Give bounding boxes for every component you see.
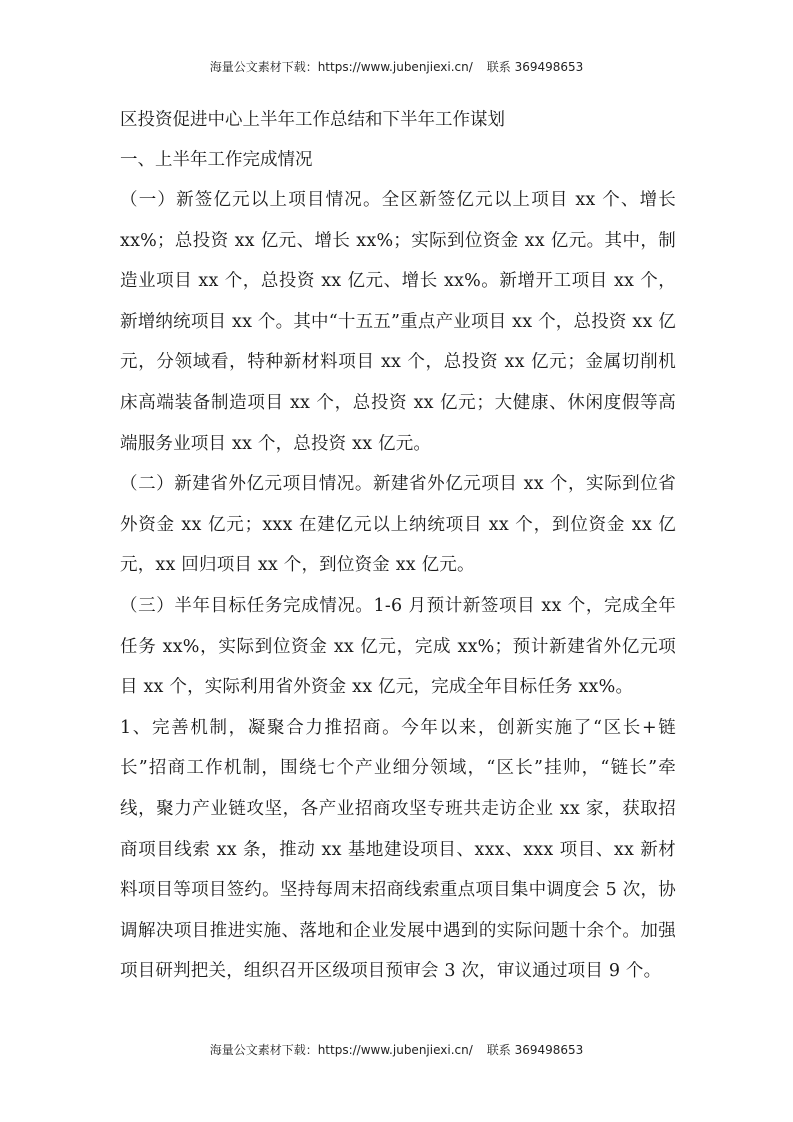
footer-contact-text: 联系 369498653 — [486, 1043, 584, 1057]
paragraph-out-of-province-projects: （二）新建省外亿元项目情况。新建省外亿元项目 xx 个，实际到位省外资金 xx 亿元；xxx 在建亿元以上纳统项目 xx 个，到位资金 xx 亿元，xx 回归项目 xx 个，到位资金 xx 亿元。 — [120, 474, 676, 576]
section-heading: 一、上半年工作完成情况 — [120, 150, 313, 170]
footer-site-text: 海量公文素材下载：https://www.jubenjiexi.cn/ — [209, 1043, 473, 1057]
page-footer — [0, 1041, 793, 1058]
paragraph-half-year-targets: （三）半年目标任务完成情况。1-6 月预计新签项目 xx 个，完成全年任务 xx%，实际到位资金 xx 亿元，完成 xx%；预计新建省外亿元项目 xx 个，实际利用省外资金 xx 亿元，完成全年目标任务 xx%。 — [120, 595, 676, 698]
page-header — [0, 58, 793, 75]
header-site-text: 海量公文素材下载：https://www.jubenjiexi.cn/ — [209, 60, 473, 74]
document-body — [120, 100, 676, 992]
paragraph-new-projects: （一）新签亿元以上项目情况。全区新签亿元以上项目 xx 个、增长 xx%；总投资 xx 亿元、增长 xx%；实际到位资金 xx 亿元。其中，制造业项目 xx 个，总投资 xx 亿元、增长 xx%。新增开工项目 xx 个，新增纳统项目 xx 个。其中“十五五”重点产业项目 xx 个，总投资 xx 亿元，分领域看，特种新材料项目 xx 个，总投资 xx 亿元；金属切削机床高端装备制造项目 xx 个，总投资 xx 亿元；大健康、休闲度假等高端服务业项目 xx 个，总投资 xx 亿元。 — [120, 190, 676, 454]
paragraph-mechanism: 1、完善机制，凝聚合力推招商。今年以来，创新实施了“区长+链长”招商工作机制，围绕七个产业细分领域，“区长”挂帅，“链长”牵线，聚力产业链攻坚，各产业招商攻坚专班共走访企业 xx 家，获取招商项目线索 xx 条，推动 xx 基地建设项目、xxx、xxx 项目、xx 新材料项目等项目签约。坚持每周末招商线索重点项目集中调度会 5 次，协调解决项目推进实施、落地和企业发展中遇到的实际问题十余个。加强项目研判把关，组织召开区级项目预审会 3 次，审议通过项目 9 个。 — [120, 717, 676, 982]
header-contact-text: 联系 369498653 — [486, 60, 584, 74]
document-title: 区投资促进中心上半年工作总结和下半年工作谋划 — [120, 110, 505, 130]
